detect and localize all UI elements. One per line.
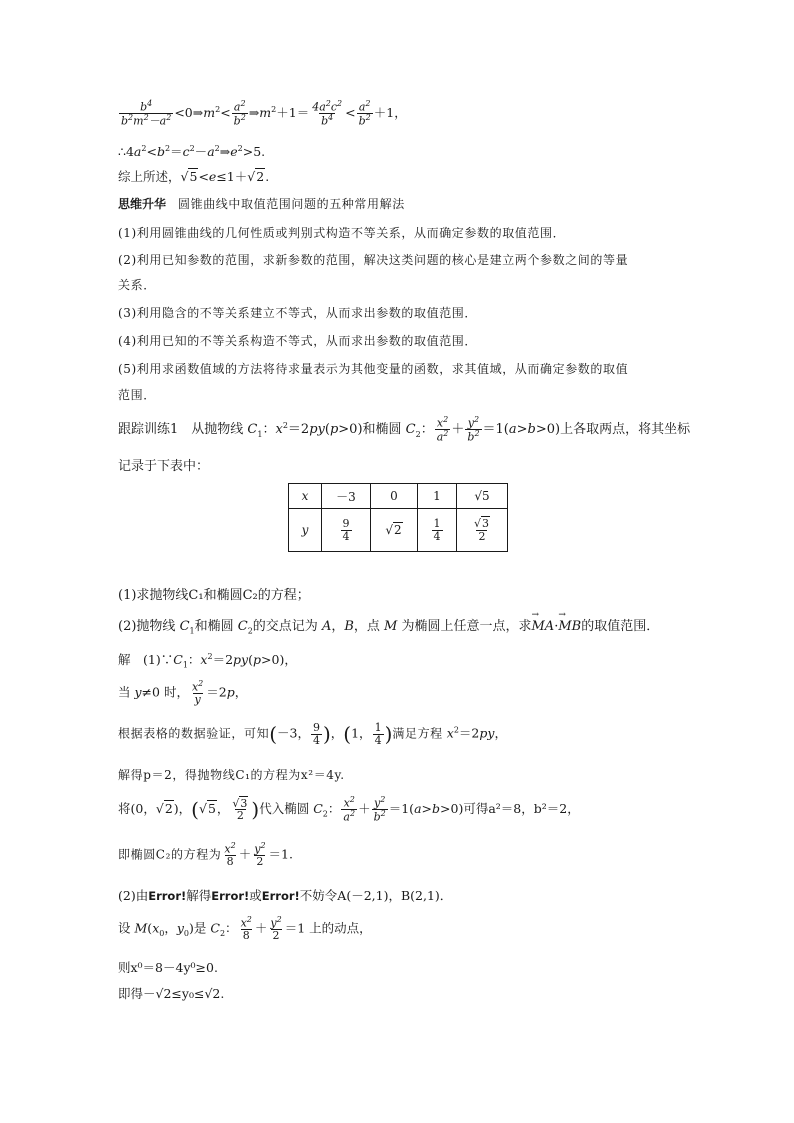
solution-line-9: 则x⁰＝8－4y⁰≥0. xyxy=(118,960,218,975)
exercise-statement: 跟踪训练1 从抛物线 $C_1$：$x^2=2py(p>0)$和椭圆 $C_2$： $\frac{x^2}{a^2}$ ＋ $\frac{y^2}{b^2}$ ＝1(a>b>0)上各取两点，将其坐标 xyxy=(118,415,691,444)
question-2: (2)抛物线 $C_1$和椭圆 $C_2$的交点记为 A，B，点 M 为椭圆上任意一点，求→ MA·→ MB的取值范围． xyxy=(118,615,659,636)
solution-line-10: 即得－√2≤y₀≤√2. xyxy=(118,986,225,1001)
solution-label: 解 xyxy=(118,652,131,667)
table-cell: √5 xyxy=(457,484,508,509)
table-cell: 1 xyxy=(418,484,457,509)
exercise-label: 跟踪训练1 xyxy=(118,422,179,438)
method-3: (3)利用隐含的不等关系建立不等式，从而求出参数的取值范围． xyxy=(118,306,478,320)
solution-line-1: 解 $(1)\because C_1$：$x^2=2py(p>0)$， xyxy=(118,651,297,670)
method-1: (1)利用圆锥曲线的几何性质或判别式构造不等关系，从而确定参数的取值范围． xyxy=(118,226,566,240)
table-header-x: x xyxy=(289,484,322,509)
solution-line-6: 即椭圆C₂的方程为 $\frac{x^2}{8}$ ＋ $\frac{y^2}{2}$ ＝1. xyxy=(118,841,293,869)
method-5: (5)利用求函数值域的方法将待求量表示为其他变量的函数，求其值域，从而确定参数的取值 xyxy=(118,362,629,376)
table-cell: $\frac{1}{4}$ xyxy=(418,509,457,552)
table-cell: √2 xyxy=(371,509,418,552)
table-row-y xyxy=(289,509,508,552)
table-cell: －3 xyxy=(322,484,371,509)
method-5-cont: 范围． xyxy=(118,388,156,402)
table-cell: $\frac{√3}{2}$ xyxy=(457,509,508,552)
solution-line-2: 当 y≠0 时， $\frac{x^2}{y}$ ＝2p， xyxy=(118,679,248,707)
solution-line-5: 将(0，√2)，(√5， $\frac{√3}{2}$ )代入椭圆 $C_2$： $\frac{x^2}{a^2}$ ＋ $\frac{y^2}{b^2}$ ＝1(a>b>0)可得a²＝8，b²＝2， xyxy=(118,795,580,824)
method-2-cont: 关系． xyxy=(118,278,156,292)
section-title: 思维升华 xyxy=(118,197,167,211)
formula-line-1: $\frac{b^4}{b^2m^2-a^2}$ $<0\Rightarrow m^2<$ $\frac{a^2}{b^2}$ $\Rightarrow m^2+1=$ $\frac{4a^2c^2}{b^4}$ < $\frac{a^2}{b^2}$ ＋1， xyxy=(121,99,407,128)
method-2: (2)利用已知参数的范围，求新参数的范围，解决这类问题的核心是建立两个参数之间的等量 xyxy=(118,253,629,267)
solution-line-3: 根据表格的数据验证，可知(－3， $\frac{9}{4}$ )，(1， $\frac{1}{4}$ )满足方程 $x^2=2py$， xyxy=(118,721,507,747)
section-heading xyxy=(118,195,405,212)
solution-line-8: 设 $M(x_0$，$y_0$)是 $C_2$： $\frac{x^2}{8}$ ＋ $\frac{y^2}{2}$ ＝1 上的动点， xyxy=(118,915,372,943)
formula-line-2: $\therefore 4a^2<b^2=c^2-a^2\Rightarrow e^2>5$. xyxy=(118,143,266,159)
table-header-y: y xyxy=(289,509,322,552)
section-subtitle: 圆锥曲线中取值范围问题的五种常用解法 xyxy=(178,197,405,211)
method-4: (4)利用已知的不等关系构造不等式，从而求出参数的取值范围． xyxy=(118,334,478,348)
solution-line-4: 解得p＝2，得抛物线C₁的方程为x²＝4y. xyxy=(118,768,345,782)
question-1: (1)求抛物线C₁和椭圆C₂的方程； xyxy=(118,588,310,603)
data-table xyxy=(288,483,508,552)
formula-line-3: 综上所述，√5<e≤1＋√2. xyxy=(118,169,270,184)
table-cell: 0 xyxy=(371,484,418,509)
solution-line-7: (2)由Error!解得Error!或Error!不妨令A(－2,1)，B(2,1)． xyxy=(118,888,453,903)
table-row-x xyxy=(289,484,508,509)
exercise-statement-cont: 记录于下表中： xyxy=(118,459,210,474)
table-cell: $\frac{9}{4}$ xyxy=(322,509,371,552)
